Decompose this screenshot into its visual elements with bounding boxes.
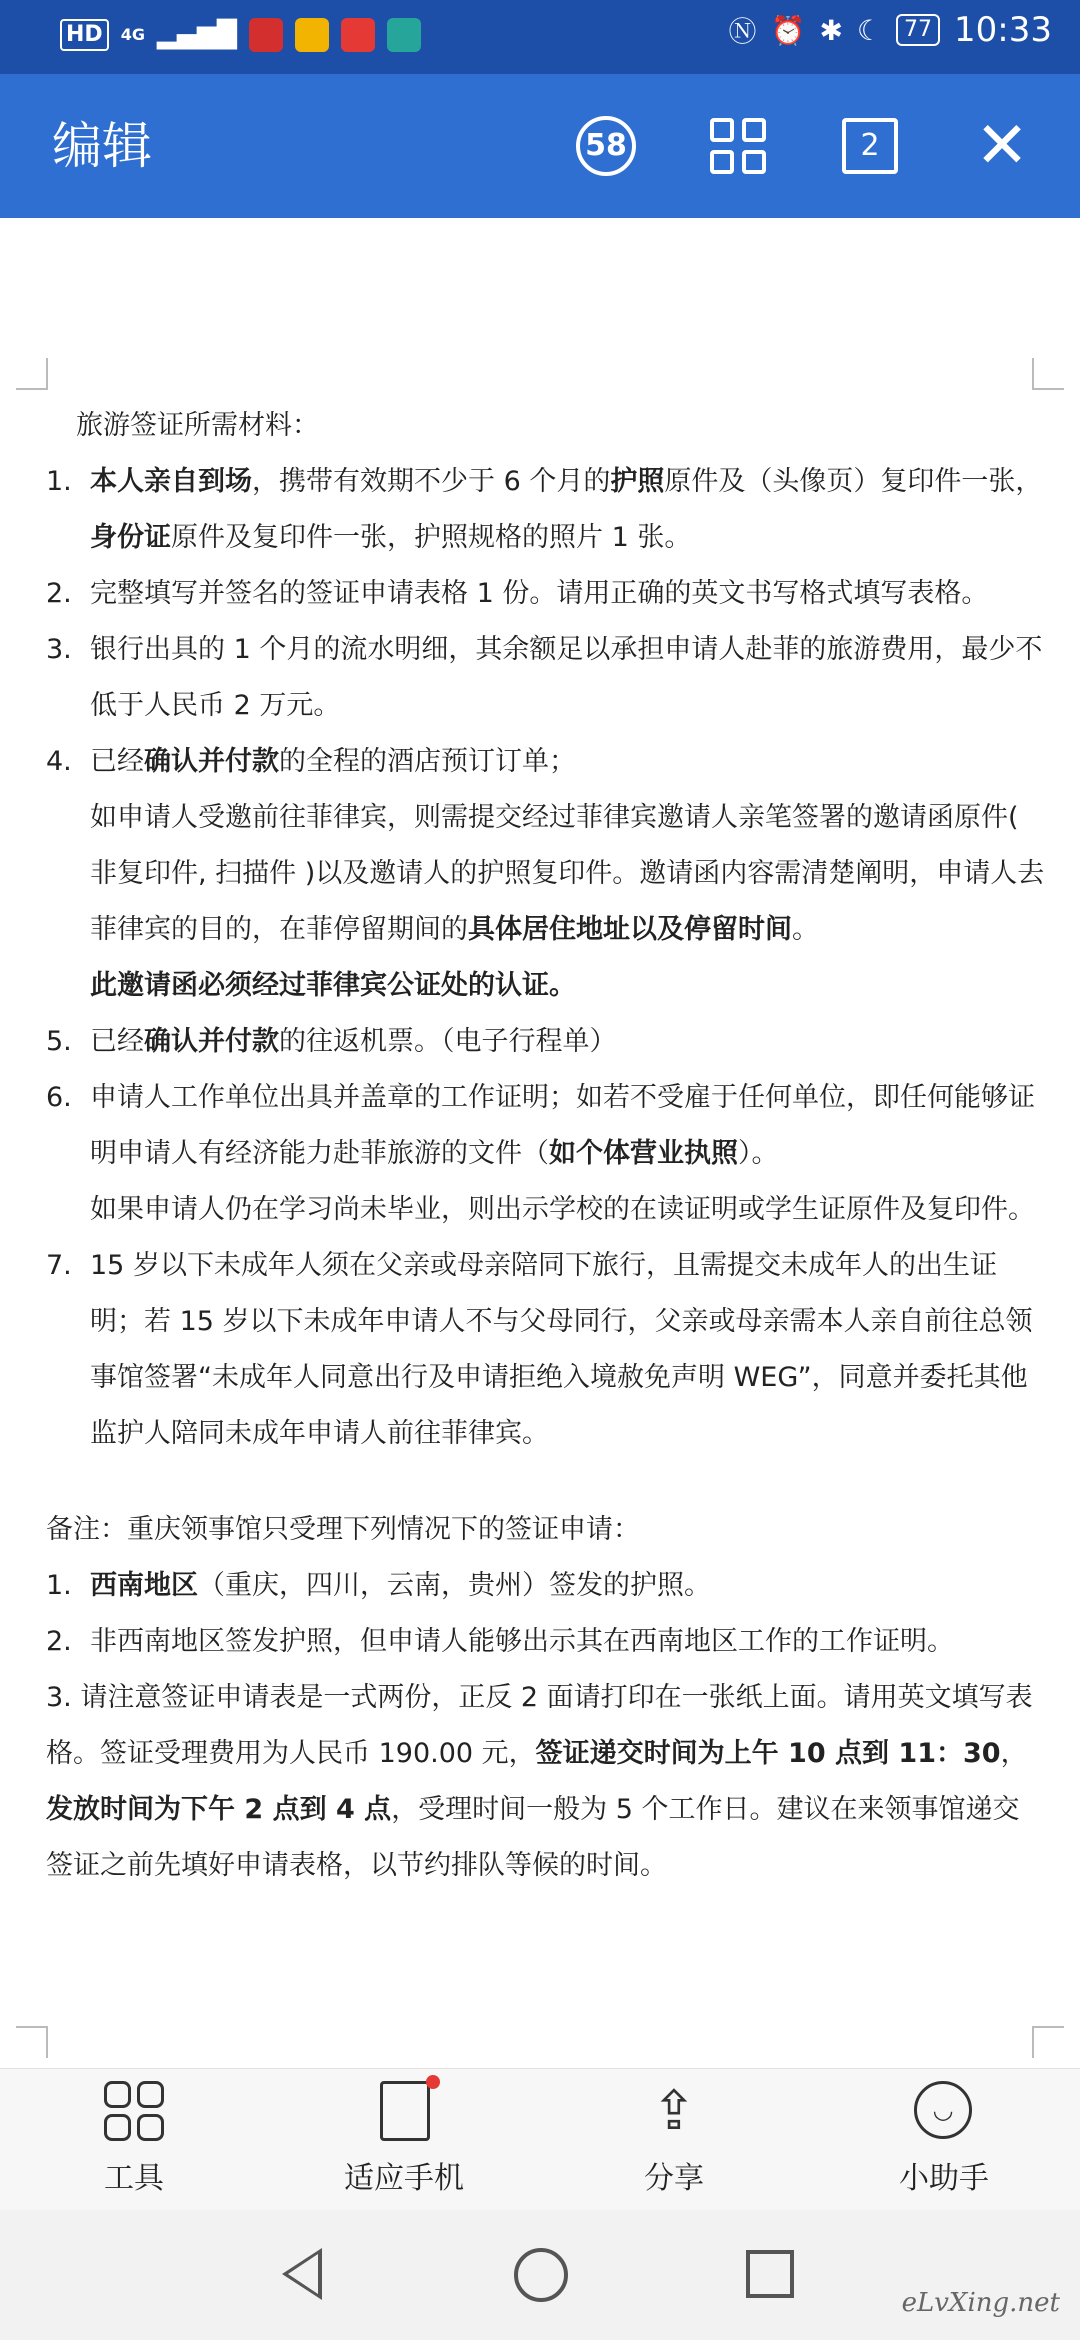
grid-view-button[interactable] (706, 114, 770, 178)
bottom-toolbar (0, 2068, 1080, 2211)
back-icon[interactable] (282, 2248, 322, 2300)
list-number: 4. (46, 746, 72, 777)
list-item (46, 622, 1046, 734)
nfc-icon: Ⓝ (728, 15, 757, 48)
bold-text: 签证递交时间为上午 10 点到 11：30 (535, 1738, 1001, 1769)
text-segment: 已经 (90, 1026, 144, 1057)
text-segment: 。 (792, 914, 819, 945)
requirements-list (46, 454, 1046, 1462)
note-title: 备注：重庆领事馆只受理下列情况下的签证申请： (46, 1514, 640, 1545)
hd-label: HD (60, 19, 109, 51)
bold-text: 身份证 (90, 522, 171, 553)
watermark: eLvXing.net (901, 2288, 1060, 2318)
assistant-button[interactable] (844, 2081, 1044, 2197)
list-number: 1. (46, 1570, 72, 1601)
final-note (46, 1670, 1046, 1894)
recent-apps-icon[interactable] (746, 2250, 794, 2298)
text-segment: 15 岁以下未成年人须在父亲或母亲陪同下旅行，且需提交未成年人的出生证明；若 15 岁以下未成年申请人不与父母同行，父亲或母亲需本人亲自前往总领事馆签署“未成年人同意出行及申请拒绝入境赦免声明 WEG”，同意并委托其他监护人陪同未成年申请人前往菲律宾。 (90, 1250, 1033, 1449)
circle-badge-button[interactable] (574, 114, 638, 178)
list-item (46, 566, 1046, 622)
list-number: 2. (46, 1626, 72, 1657)
close-icon: ✕ (975, 109, 1029, 183)
notification-dot (426, 2075, 440, 2089)
share-button[interactable] (574, 2081, 774, 2197)
list-item (46, 1070, 1046, 1182)
text-segment: 原件及（头像页）复印件一张， (664, 466, 1043, 497)
text-segment: 如申请人受邀前往菲律宾，则需提交经过菲律宾邀请人亲笔签署的邀请函原件( 非复印件, 扫描件 )以及邀请人的护照复印件。邀请函内容需清楚阐明，申请人去菲律宾的目的，在菲停留期间的 (90, 802, 1045, 945)
list-item-detail (46, 958, 1046, 1014)
text-segment: 已经 (90, 746, 144, 777)
bold-text: 此邀请函必须经过菲律宾公证处的认证。 (90, 970, 576, 1001)
system-nav-bar (0, 2210, 1080, 2340)
list-number: 3. (46, 634, 72, 665)
text-segment: ）。 (738, 1138, 779, 1169)
notification-app-icon (341, 18, 375, 52)
page-corner-mark (1032, 2026, 1064, 2058)
close-button[interactable] (970, 109, 1034, 183)
page-corner-mark (16, 358, 48, 390)
list-number: 2. (46, 578, 72, 609)
share-icon: ⇪ (651, 2079, 697, 2142)
text-segment: 原件及复印件一张，护照规格的照片 1 张。 (171, 522, 692, 553)
grid-icon (710, 118, 766, 174)
page-corner-mark (16, 2026, 48, 2058)
network-label: 4G (120, 25, 145, 44)
bold-text: 护照 (610, 466, 665, 497)
bold-text: 确认并付款 (144, 1026, 279, 1057)
list-item (46, 1238, 1046, 1462)
text-segment: 的全程的酒店预订订单； (279, 746, 576, 777)
alarm-icon: ⏰ (770, 13, 806, 47)
text-segment: 申请人工作单位出具并盖章的工作证明；如若不受雇于任何单位，即任何能够证明申请人有经济能力赴菲旅游的文件（ (90, 1082, 1035, 1169)
tools-grid-icon (104, 2081, 164, 2141)
list-item-detail (46, 790, 1046, 958)
bold-text: 如个体营业执照 (549, 1138, 738, 1169)
text-segment: 完整填写并签名的签证申请表格 1 份。请用正确的英文书写格式填写表格。 (90, 578, 989, 609)
document-intro: 旅游签证所需材料： (76, 410, 319, 441)
home-icon[interactable] (514, 2248, 568, 2302)
page-count-button[interactable] (838, 114, 902, 178)
tools-button[interactable] (34, 2081, 234, 2197)
fit-phone-icon (374, 2081, 434, 2141)
status-bar (0, 0, 1080, 74)
bold-text: 发放时间为下午 2 点到 4 点 (46, 1794, 392, 1825)
do-not-disturb-icon: ☾ (856, 13, 883, 47)
note-item (46, 1614, 1046, 1670)
bold-text: 西南地区 (90, 1570, 198, 1601)
status-right (729, 10, 1052, 50)
document-content (46, 398, 1046, 1894)
text-segment: ， (1000, 1738, 1028, 1769)
assistant-face-icon: ◡ (914, 2081, 972, 2139)
list-item (46, 734, 1046, 790)
text-segment: 如果申请人仍在学习尚未毕业，则出示学校的在读证明或学生证原件及复印件。 (90, 1194, 1035, 1225)
text-segment: ，携带有效期不少于 6 个月的 (252, 466, 611, 497)
circle-badge-icon: 58 (576, 116, 636, 176)
notification-app-icon (249, 18, 283, 52)
text-segment: ，受理时间一般为 5 个工作日。建议在来领事馆递交签证之前先填好申请表格，以节约排队等候的时间。 (46, 1794, 1020, 1881)
list-number: 1. (46, 466, 72, 497)
text-segment: 非西南地区签发护照，但申请人能够出示其在西南地区工作的工作证明。 (90, 1626, 954, 1657)
list-number: 6. (46, 1082, 72, 1113)
assistant-label: 小助手 (899, 2161, 989, 2196)
notes-list (46, 1558, 1046, 1670)
note-item (46, 1558, 1046, 1614)
bold-text: 具体居住地址以及停留时间 (468, 914, 792, 945)
document-page[interactable] (0, 218, 1080, 2068)
text-segment: （重庆，四川，云南，贵州）签发的护照。 (198, 1570, 711, 1601)
share-label: 分享 (644, 2161, 704, 2196)
notification-app-icon (387, 18, 421, 52)
bold-text: 本人亲自到场 (90, 466, 252, 497)
battery-icon: 77 (896, 14, 940, 46)
page-corner-mark (1032, 358, 1064, 390)
bluetooth-icon: ✱ (819, 13, 843, 47)
bold-text: 确认并付款 (144, 746, 279, 777)
fit-phone-label: 适应手机 (344, 2161, 464, 2196)
tools-label: 工具 (104, 2161, 164, 2196)
list-item (46, 1014, 1046, 1070)
list-number: 7. (46, 1250, 72, 1281)
status-left (60, 18, 421, 52)
text-segment: 的往返机票。（电子行程单） (279, 1026, 617, 1057)
list-item-detail (46, 1182, 1046, 1238)
notification-app-icon (295, 18, 329, 52)
list-item (46, 454, 1046, 566)
text-segment: 银行出具的 1 个月的流水明细，其余额足以承担申请人赴菲的旅游费用，最少不低于人民币 2 万元。 (90, 634, 1043, 721)
app-bar (0, 74, 1080, 218)
signal-icon: ▂▄▆█ (156, 20, 237, 50)
page-title: 编辑 (52, 117, 152, 175)
text-segment: 3. 请注意签证申请表是一式两份，正反 2 面请打印在一张纸上面。请用英文填写表格。签证受理费用为人民币 190.00 元， (46, 1682, 1033, 1769)
clock: 10:33 (954, 10, 1052, 50)
list-number: 5. (46, 1026, 72, 1057)
fit-phone-button[interactable] (304, 2081, 504, 2197)
page-count-icon: 2 (842, 118, 898, 174)
